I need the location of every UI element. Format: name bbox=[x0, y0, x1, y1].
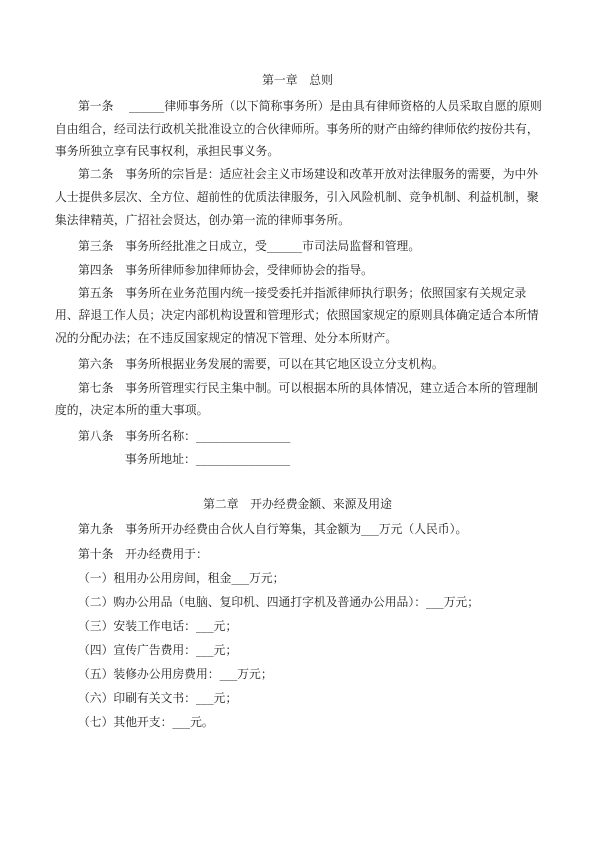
article1-line2: 自由组合，经司法行政机关批准设立的合伙律师所。事务所的财产由缔约律师依约按份共有， bbox=[55, 122, 539, 136]
article7-line1: 第七条 事务所管理实行民主集中制。可以根据本所的具体情况，建立适合本所的管理制 bbox=[78, 381, 539, 395]
article7-line2: 度的，决定本所的重大事项。 bbox=[55, 403, 209, 417]
article8-name: 第八条 事务所名称：________________ bbox=[78, 429, 291, 443]
article6: 第六条 事务所根据业务发展的需要，可以在其它地区设立分支机构。 bbox=[78, 357, 444, 371]
chapter2-title: 第二章 开办经费金额、来源及用途 bbox=[203, 497, 392, 511]
expense-item-7: （七）其他开支：___元。 bbox=[78, 715, 214, 729]
article10: 第十条 开办经费用于： bbox=[78, 547, 208, 561]
article5-line3: 况的分配办法；在不违反国家规定的情况下管理、处分本所财产。 bbox=[55, 331, 398, 345]
expense-item-4: （四）宣传广告费用：___元； bbox=[78, 643, 238, 657]
article5-line2: 用、辞退工作人员；决定内部机构设置和管理形式；依照国家规定的原则具体确定适合本所情 bbox=[55, 308, 539, 322]
article9: 第九条 事务所开办经费由合伙人自行筹集，其金额为___万元（人民币）。 bbox=[78, 522, 468, 536]
article2-line2: 人士提供多层次、全方位、超前性的优质法律服务，引入风险机制、竞争机制、利益机制，聚 bbox=[55, 190, 539, 204]
expense-item-6: （六）印刷有关文书：___元； bbox=[78, 691, 238, 705]
expense-item-5: （五）装修办公用房费用：___万元； bbox=[78, 667, 273, 681]
chapter1-title: 第一章 总则 bbox=[262, 73, 333, 87]
article5-line1: 第五条 事务所在业务范围内统一接受委托并指派律师执行职务；依照国家有关规定录 bbox=[78, 286, 527, 300]
expense-item-2: （二）购办公用品（电脑、复印机、四通打字机及普通办公用品）：___万元； bbox=[78, 595, 480, 609]
article1-line1: 第一条 ______律师事务所（以下简称事务所）是由具有律师资格的人员采取自愿的原则 bbox=[78, 99, 542, 113]
article4: 第四条 事务所律师参加律师协会，受律师协会的指导。 bbox=[78, 263, 373, 277]
article8-address: 事务所地址：________________ bbox=[125, 452, 291, 466]
article2-line3: 集法律精英，广招社会贤达，创办第一流的律师事务所。 bbox=[55, 213, 350, 227]
article3: 第三条 事务所经批准之日成立，受______市司法局监督和管理。 bbox=[78, 239, 421, 253]
article1-line3: 事务所独立享有民事权利，承担民事义务。 bbox=[55, 144, 280, 158]
article2-line1: 第二条 事务所的宗旨是：适应社会主义市场建设和改革开放对法律服务的需要，为中外 bbox=[78, 167, 539, 181]
expense-item-1: （一）租用办公用房间，租金___万元； bbox=[78, 571, 285, 585]
expense-item-3: （三）安装工作电话：___元； bbox=[78, 619, 238, 633]
